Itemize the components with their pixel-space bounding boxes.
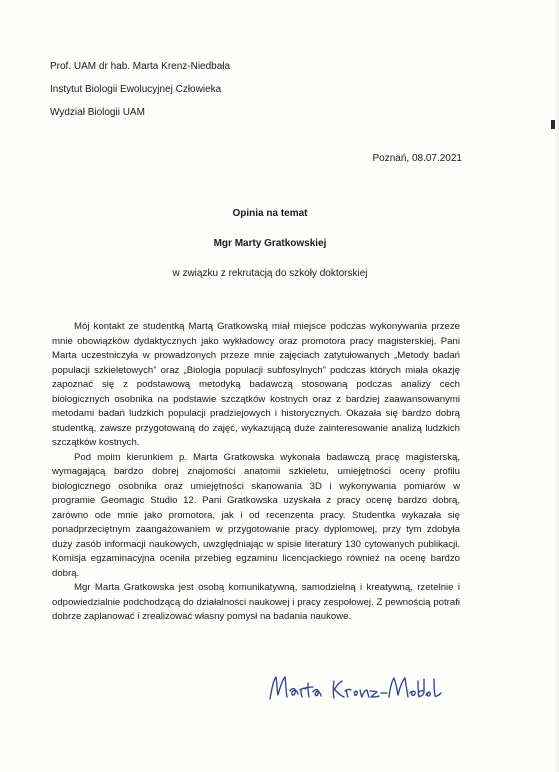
- scan-edge: [555, 0, 559, 772]
- letter-date: Poznań, 08.07.2021: [372, 153, 462, 164]
- paragraph-2: Pod moim kierunkiem p. Marta Gratkowska wykonała badawczą pracę magisterską, wymagającą bardzo dobrej znajomości anatomii szkieletu, umiejętności oceny profilu biologicznego osobnika oraz umiejętności skanowania 3D i wykonywania pomiarów w programie Geomagic Studio 12. Pani Gratkowska uzyskała z pracy ocenę bardzo dobrą, zarówno ode mnie jako promotora, jak i od recenzenta pracy. Studentka wykazała się ponadprzeciętnym zaangażowaniem w przygotowanie pracy dyplomowej, przy tym zdobyła duży zasób informacji naukowych, uwzględniając w spisie literatury 130 cytowanych publikacji. Komisja egzaminacyjna oceniła przebieg egzaminu licencjackiego również na ocenę bardzo dobrą.: [52, 451, 460, 579]
- opinion-subject: Mgr Marty Gratkowskiej: [213, 238, 327, 249]
- scan-mark: [551, 120, 555, 129]
- sender-faculty: Wydział Biologii UAM: [50, 107, 145, 118]
- opinion-context: w związku z rekrutacją do szkoły doktorskiej: [172, 268, 368, 279]
- opinion-title: Opinia na temat: [232, 208, 308, 219]
- letter-body: [52, 320, 460, 625]
- handwritten-signature: [266, 669, 446, 709]
- sender-institute: Instytut Biologii Ewolucyjnej Człowieka: [50, 84, 222, 95]
- paragraph-3: Mgr Marta Gratkowska jest osobą komunikatywną, samodzielną i kreatywną, rzetelnie i odpowiedzialnie podchodzącą do działalności naukowej i pracy zespołowej. Z pewnością potrafi dobrze zaplanować i zrealizować własny pomysł na badania naukowe.: [52, 582, 460, 622]
- sender-block: [50, 60, 230, 129]
- paragraph-1: Mój kontakt ze studentką Martą Gratkowską miał miejsce podczas wykonywania przeze mnie obowiązków dydaktycznych jako wykładowcy oraz promotora pracy magisterskiej. Pani Marta uczestniczyła w prowadzonych przeze mnie zajęciach zatytułowanych „Metody badań populacji szkieletowych” oraz „Biologia populacji subfosylnych” podczas których miała okazję zapoznać się z podstawową metodyką badawczą stosowaną podczas analizy cech biologicznych osobnika na podstawie szczątków kostnych oraz z bardziej zaawansowanymi metodami badań ludzkich populacji pradziejowych i historycznych. Okazała się bardzo dobrą studentką, zawsze przygotowaną do zajęć, wykazującą duże zainteresowanie analizą ludzkich szczątków kostnych.: [52, 321, 460, 448]
- sender-name: Prof. UAM dr hab. Marta Krenz-Niedbała: [50, 61, 231, 72]
